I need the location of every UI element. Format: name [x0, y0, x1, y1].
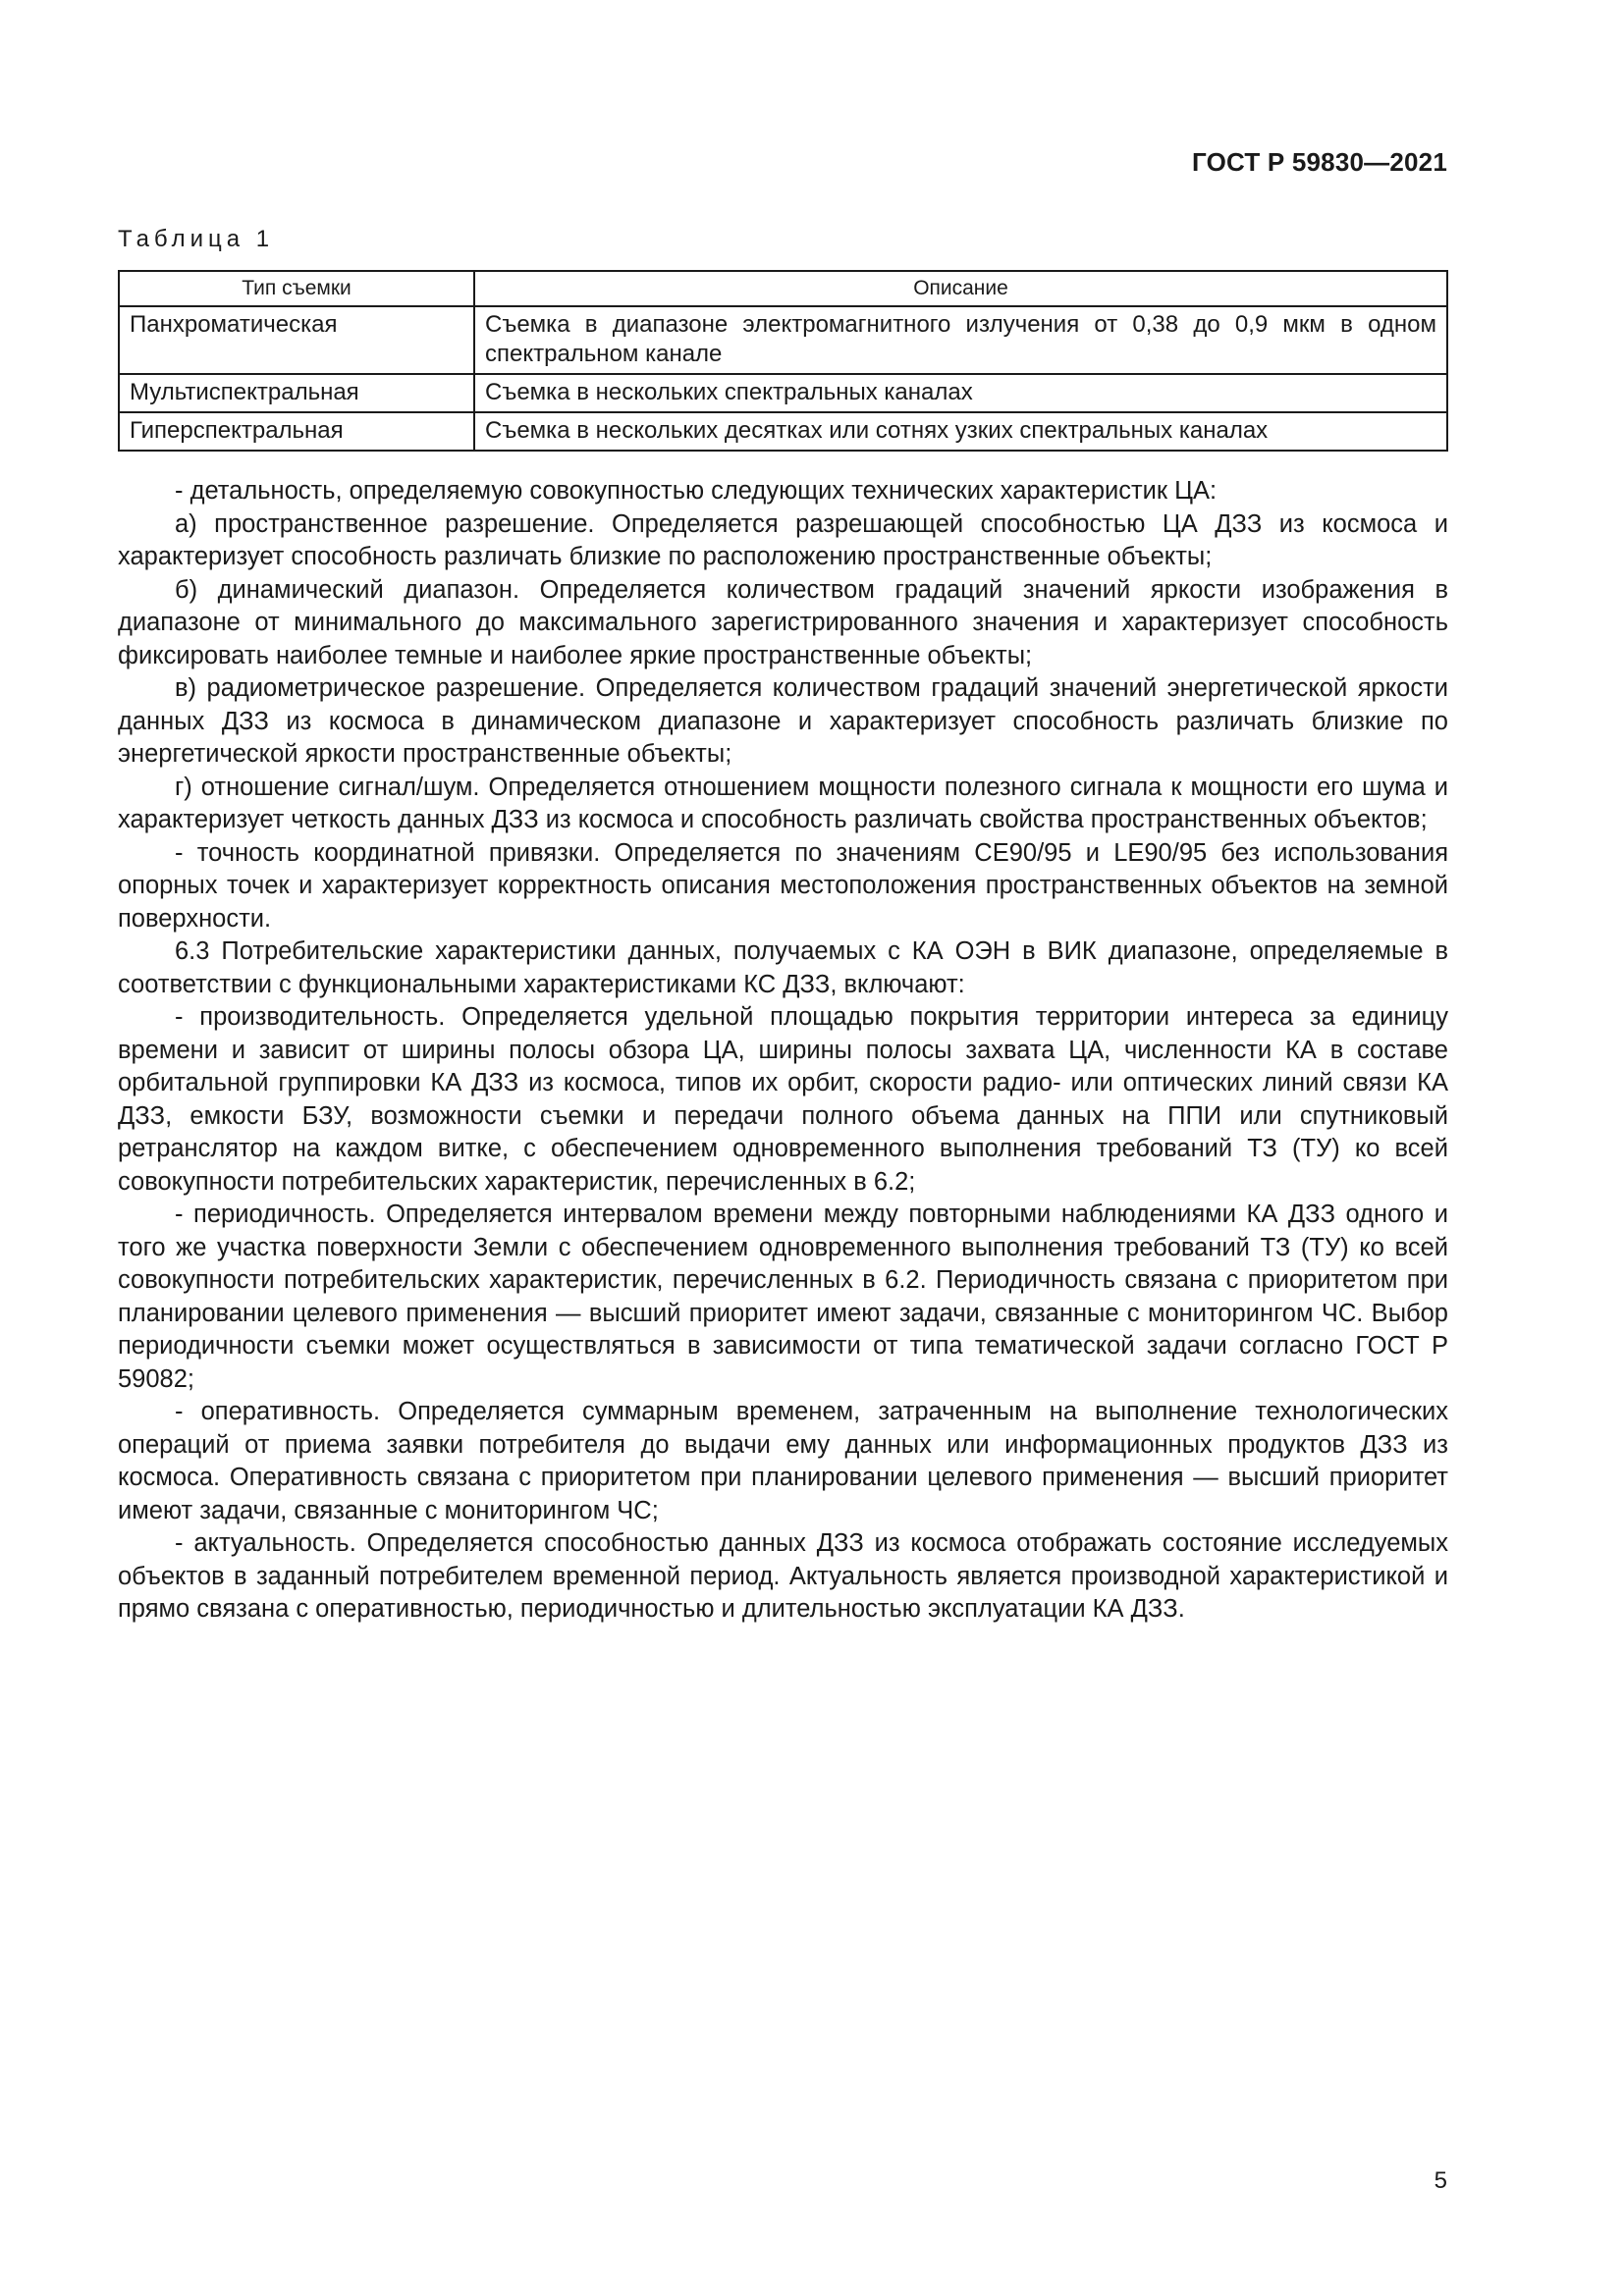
table-cell-description: Съемка в диапазоне электромагнитного излучения от 0,38 до 0,9 мкм в одном спектральном канале [474, 306, 1447, 374]
table-cell-description: Съемка в нескольких спектральных каналах [474, 374, 1447, 412]
column-header-description: Описание [474, 271, 1447, 306]
table-cell-type: Панхроматическая [119, 306, 474, 374]
paragraph: г) отношение сигнал/шум. Определяется отношением мощности полезного сигнала к мощности его шума и характеризует четкость данных ДЗЗ из космоса и способность различать свойства пространственных объектов; [118, 773, 1448, 833]
body-text [118, 475, 1448, 1627]
document-code: ГОСТ Р 59830—2021 [1192, 147, 1447, 177]
paragraph: - оперативность. Определяется суммарным временем, затраченным на выполнение технологических операций от приема заявки потребителя до выдачи ему данных или информационных продуктов ДЗЗ из космоса. Оперативность связана с приоритетом при планировании целевого применения — высший приоритет имеют задачи, связанные с мониторингом ЧС; [118, 1398, 1448, 1524]
table-cell-type: Мультиспектральная [119, 374, 474, 412]
paragraph: - точность координатной привязки. Определяется по значениям CE90/95 и LE90/95 без использования опорных точек и характеризует корректность описания местоположения пространственных объектов на земной поверхности. [118, 838, 1448, 933]
paragraph: - детальность, определяемую совокупностью следующих технических характеристик ЦА: [175, 477, 1218, 505]
paragraph: - актуальность. Определяется способностью данных ДЗЗ из космоса отображать состояние исследуемых объектов в заданный потребителем временной период. Актуальность является производной характеристикой и прямо связана с оперативностью, периодичностью и длительностью эксплуатации КА ДЗЗ. [118, 1529, 1448, 1623]
paragraph: б) динамический диапазон. Определяется количеством градаций значений яркости изображения в диапазоне от минимального до максимального зарегистрированного значения и характеризует способность фиксировать наиболее темные и наиболее яркие пространственные объекты; [118, 575, 1448, 669]
table-caption: Таблица 1 [118, 226, 275, 252]
paragraph: 6.3 Потребительские характеристики данных, получаемых с КА ОЭН в ВИК диапазоне, определяемые в соответствии с функциональными характеристиками КС ДЗЗ, включают: [118, 937, 1448, 998]
table-row [119, 412, 1447, 451]
page-number: 5 [1434, 2167, 1447, 2194]
table-cell-type: Гиперспектральная [119, 412, 474, 451]
paragraph: - производительность. Определяется удельной площадью покрытия территории интереса за единицу времени и зависит от ширины полосы обзора ЦА, ширины полосы захвата ЦА, численности КА в составе орбитальной группировки КА ДЗЗ из космоса, типов их орбит, скорости радио- или оптических линий связи КА ДЗЗ, емкости БЗУ, возможности съемки и передачи полного объема данных на ППИ или спутниковый ретранслятор на каждом витке, с обеспечением одновременного выполнения требований ТЗ (ТУ) ко всей совокупности потребительских характеристик, перечисленных в 6.2; [118, 1003, 1448, 1196]
paragraph: - периодичность. Определяется интервалом времени между повторными наблюдениями КА ДЗЗ одного и того же участка поверхности Земли с обеспечением одновременного выполнения требований ТЗ (ТУ) ко всей совокупности потребительских характеристик, перечисленных в 6.2. Периодичность связана с приоритетом при планировании целевого применения — высший приоритет имеют задачи, связанные с мониторингом ЧС. Выбор периодичности съемки может осуществляться в зависимости от типа тематической задачи согласно ГОСТ Р 59082; [118, 1201, 1448, 1393]
column-header-type: Тип съемки [119, 271, 474, 306]
paragraph: а) пространственное разрешение. Определяется разрешающей способностью ЦА ДЗЗ из космоса и характеризует способность различать близкие по расположению пространственные объекты; [118, 509, 1448, 570]
paragraph: в) радиометрическое разрешение. Определяется количеством градаций значений энергетической яркости данных ДЗЗ из космоса в динамическом диапазоне и характеризует способность различать близкие по энергетической яркости пространственные объекты; [118, 674, 1448, 768]
table-cell-description: Съемка в нескольких десятках или сотнях узких спектральных каналах [474, 412, 1447, 451]
table-row [119, 306, 1447, 374]
table-row [119, 374, 1447, 412]
survey-types-table [118, 270, 1448, 452]
table-header-row [119, 271, 1447, 306]
